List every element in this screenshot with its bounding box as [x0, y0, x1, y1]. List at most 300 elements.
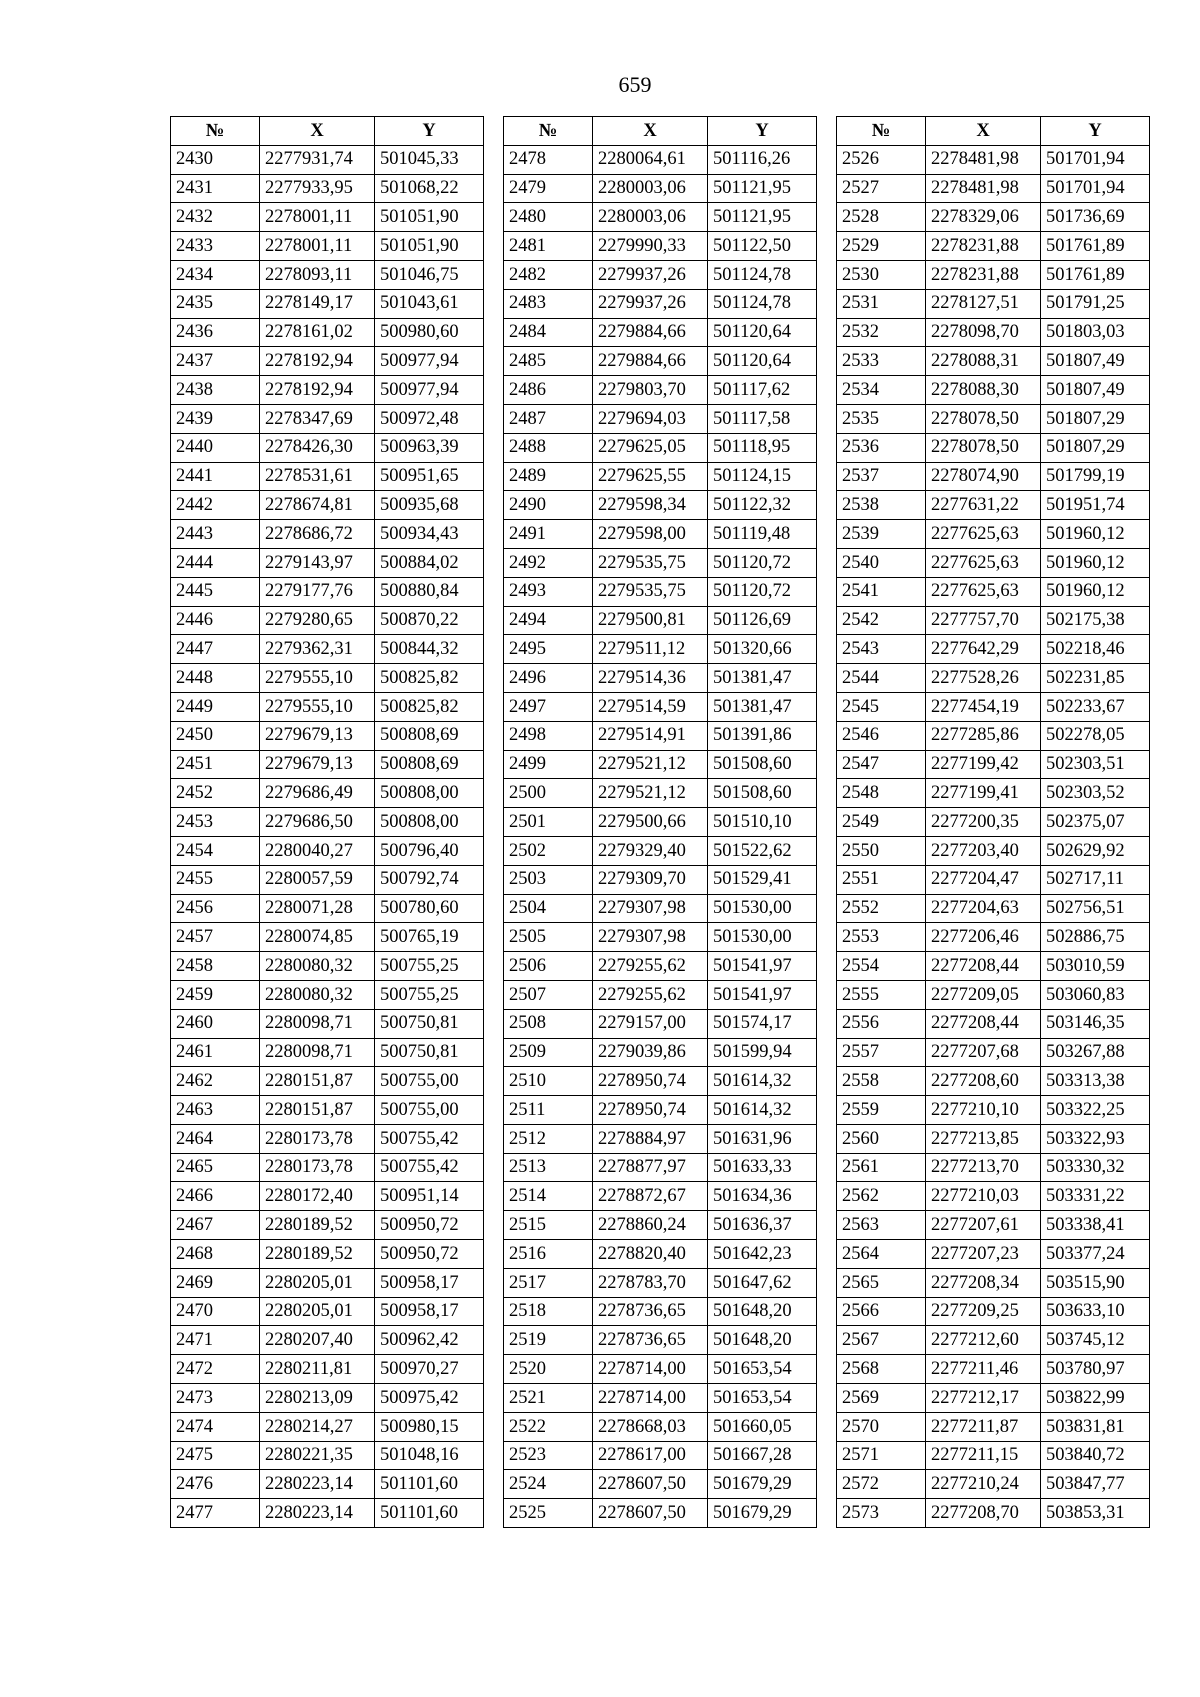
y-coordinate-cell: 503831,81 — [1041, 1412, 1150, 1441]
table-row — [504, 203, 817, 232]
x-coordinate-cell: 2277757,70 — [926, 606, 1041, 635]
y-coordinate-cell: 500825,82 — [375, 692, 484, 721]
y-coordinate-cell: 501807,49 — [1041, 376, 1150, 405]
y-coordinate-cell: 501508,60 — [708, 750, 817, 779]
y-coordinate-cell: 503146,35 — [1041, 1009, 1150, 1038]
point-number-cell: 2539 — [837, 520, 926, 549]
table-row — [837, 318, 1150, 347]
y-coordinate-cell: 501648,20 — [708, 1326, 817, 1355]
y-coordinate-cell: 501381,47 — [708, 664, 817, 693]
point-number-cell: 2450 — [171, 721, 260, 750]
table-row — [504, 1182, 817, 1211]
y-coordinate-cell: 501320,66 — [708, 635, 817, 664]
y-coordinate-cell: 501051,90 — [375, 232, 484, 261]
x-coordinate-cell: 2280173,78 — [260, 1153, 375, 1182]
point-number-cell: 2511 — [504, 1096, 593, 1125]
table-row — [837, 1326, 1150, 1355]
x-coordinate-cell: 2279937,26 — [593, 289, 708, 318]
y-coordinate-cell: 500755,00 — [375, 1067, 484, 1096]
y-coordinate-cell: 501120,72 — [708, 548, 817, 577]
y-coordinate-cell: 500755,25 — [375, 980, 484, 1009]
point-number-cell: 2544 — [837, 664, 926, 693]
x-coordinate-cell: 2277204,47 — [926, 865, 1041, 894]
x-coordinate-cell: 2278078,50 — [926, 433, 1041, 462]
y-coordinate-cell: 501116,26 — [708, 145, 817, 174]
x-coordinate-cell: 2277209,25 — [926, 1297, 1041, 1326]
x-coordinate-cell: 2279686,49 — [260, 779, 375, 808]
coordinates-table-3 — [836, 116, 1150, 1528]
x-coordinate-cell: 2278231,88 — [926, 260, 1041, 289]
table-row — [837, 1096, 1150, 1125]
table-row — [171, 203, 484, 232]
table-row — [171, 1297, 484, 1326]
table-row — [171, 404, 484, 433]
x-coordinate-cell: 2279884,66 — [593, 347, 708, 376]
x-coordinate-cell: 2278231,88 — [926, 232, 1041, 261]
table-row — [837, 577, 1150, 606]
table-row — [837, 1470, 1150, 1499]
y-coordinate-cell: 503633,10 — [1041, 1297, 1150, 1326]
x-coordinate-cell: 2280071,28 — [260, 894, 375, 923]
x-coordinate-cell: 2279686,50 — [260, 808, 375, 837]
x-coordinate-cell: 2278736,65 — [593, 1326, 708, 1355]
x-coordinate-cell: 2279307,98 — [593, 923, 708, 952]
x-coordinate-cell: 2277625,63 — [926, 577, 1041, 606]
table-row — [171, 1470, 484, 1499]
y-coordinate-cell: 503267,88 — [1041, 1038, 1150, 1067]
y-coordinate-cell: 501807,29 — [1041, 404, 1150, 433]
x-coordinate-cell: 2280003,06 — [593, 203, 708, 232]
y-coordinate-cell: 500934,43 — [375, 520, 484, 549]
x-coordinate-cell: 2279555,10 — [260, 664, 375, 693]
table-row — [171, 548, 484, 577]
point-number-cell: 2507 — [504, 980, 593, 1009]
point-number-cell: 2541 — [837, 577, 926, 606]
y-coordinate-cell: 501121,95 — [708, 203, 817, 232]
x-coordinate-cell: 2277208,44 — [926, 1009, 1041, 1038]
y-coordinate-cell: 501391,86 — [708, 721, 817, 750]
point-number-cell: 2566 — [837, 1297, 926, 1326]
x-coordinate-cell: 2278192,94 — [260, 376, 375, 405]
x-coordinate-cell: 2278149,17 — [260, 289, 375, 318]
point-number-cell: 2434 — [171, 260, 260, 289]
y-coordinate-cell: 501807,49 — [1041, 347, 1150, 376]
x-coordinate-cell: 2278607,50 — [593, 1470, 708, 1499]
x-coordinate-cell: 2279309,70 — [593, 865, 708, 894]
point-number-cell: 2560 — [837, 1124, 926, 1153]
y-coordinate-cell: 501807,29 — [1041, 433, 1150, 462]
point-number-cell: 2482 — [504, 260, 593, 289]
point-number-cell: 2500 — [504, 779, 593, 808]
point-number-cell: 2441 — [171, 462, 260, 491]
y-coordinate-cell: 501960,12 — [1041, 577, 1150, 606]
y-coordinate-cell: 501120,64 — [708, 347, 817, 376]
y-coordinate-cell: 503060,83 — [1041, 980, 1150, 1009]
y-coordinate-cell: 500950,72 — [375, 1240, 484, 1269]
table-row — [504, 433, 817, 462]
table-row — [837, 1412, 1150, 1441]
point-number-cell: 2473 — [171, 1384, 260, 1413]
y-coordinate-cell: 502303,52 — [1041, 779, 1150, 808]
table-row — [504, 1038, 817, 1067]
y-coordinate-cell: 501636,37 — [708, 1211, 817, 1240]
y-coordinate-cell: 501117,62 — [708, 376, 817, 405]
point-number-cell: 2555 — [837, 980, 926, 1009]
table-row — [504, 232, 817, 261]
table-row — [837, 865, 1150, 894]
y-coordinate-cell: 500755,42 — [375, 1124, 484, 1153]
x-coordinate-cell: 2278872,67 — [593, 1182, 708, 1211]
table-row — [837, 145, 1150, 174]
y-coordinate-cell: 500880,84 — [375, 577, 484, 606]
x-coordinate-cell: 2278884,97 — [593, 1124, 708, 1153]
point-number-cell: 2506 — [504, 952, 593, 981]
column-header-number: № — [504, 117, 593, 146]
y-coordinate-cell: 500808,00 — [375, 808, 484, 837]
point-number-cell: 2549 — [837, 808, 926, 837]
y-coordinate-cell: 503822,99 — [1041, 1384, 1150, 1413]
table-row — [171, 1412, 484, 1441]
x-coordinate-cell: 2277208,44 — [926, 952, 1041, 981]
x-coordinate-cell: 2277208,70 — [926, 1499, 1041, 1528]
x-coordinate-cell: 2278001,11 — [260, 203, 375, 232]
point-number-cell: 2502 — [504, 836, 593, 865]
y-coordinate-cell: 502756,51 — [1041, 894, 1150, 923]
table-row — [504, 750, 817, 779]
y-coordinate-cell: 501381,47 — [708, 692, 817, 721]
header-row — [504, 117, 817, 146]
x-coordinate-cell: 2277625,63 — [926, 520, 1041, 549]
y-coordinate-cell: 503377,24 — [1041, 1240, 1150, 1269]
x-coordinate-cell: 2279039,86 — [593, 1038, 708, 1067]
point-number-cell: 2534 — [837, 376, 926, 405]
y-coordinate-cell: 500977,94 — [375, 347, 484, 376]
x-coordinate-cell: 2278531,61 — [260, 462, 375, 491]
x-coordinate-cell: 2277204,63 — [926, 894, 1041, 923]
y-coordinate-cell: 503322,25 — [1041, 1096, 1150, 1125]
y-coordinate-cell: 500796,40 — [375, 836, 484, 865]
table-row — [171, 232, 484, 261]
y-coordinate-cell: 500808,69 — [375, 750, 484, 779]
point-number-cell: 2447 — [171, 635, 260, 664]
y-coordinate-cell: 501124,78 — [708, 289, 817, 318]
point-number-cell: 2526 — [837, 145, 926, 174]
y-coordinate-cell: 500844,32 — [375, 635, 484, 664]
y-coordinate-cell: 503010,59 — [1041, 952, 1150, 981]
y-coordinate-cell: 501791,25 — [1041, 289, 1150, 318]
x-coordinate-cell: 2277631,22 — [926, 491, 1041, 520]
table-row — [171, 1499, 484, 1528]
point-number-cell: 2491 — [504, 520, 593, 549]
point-number-cell: 2493 — [504, 577, 593, 606]
point-number-cell: 2492 — [504, 548, 593, 577]
y-coordinate-cell: 500958,17 — [375, 1268, 484, 1297]
x-coordinate-cell: 2277208,34 — [926, 1268, 1041, 1297]
y-coordinate-cell: 502175,38 — [1041, 606, 1150, 635]
point-number-cell: 2513 — [504, 1153, 593, 1182]
table-row — [171, 894, 484, 923]
point-number-cell: 2516 — [504, 1240, 593, 1269]
x-coordinate-cell: 2277203,40 — [926, 836, 1041, 865]
x-coordinate-cell: 2278617,00 — [593, 1441, 708, 1470]
point-number-cell: 2514 — [504, 1182, 593, 1211]
table-row — [171, 1441, 484, 1470]
table-row — [504, 347, 817, 376]
coordinates-table-2 — [503, 116, 817, 1528]
y-coordinate-cell: 500980,15 — [375, 1412, 484, 1441]
y-coordinate-cell: 501121,95 — [708, 174, 817, 203]
table-row — [837, 1297, 1150, 1326]
table-row — [837, 1499, 1150, 1528]
point-number-cell: 2443 — [171, 520, 260, 549]
table-row — [504, 664, 817, 693]
point-number-cell: 2495 — [504, 635, 593, 664]
y-coordinate-cell: 502303,51 — [1041, 750, 1150, 779]
y-coordinate-cell: 502218,46 — [1041, 635, 1150, 664]
y-coordinate-cell: 501614,32 — [708, 1067, 817, 1096]
table-row — [504, 1153, 817, 1182]
point-number-cell: 2552 — [837, 894, 926, 923]
table-row — [171, 1009, 484, 1038]
column-header-y: Y — [1041, 117, 1150, 146]
y-coordinate-cell: 501701,94 — [1041, 145, 1150, 174]
point-number-cell: 2523 — [504, 1441, 593, 1470]
point-number-cell: 2476 — [171, 1470, 260, 1499]
y-coordinate-cell: 501633,33 — [708, 1153, 817, 1182]
point-number-cell: 2570 — [837, 1412, 926, 1441]
point-number-cell: 2567 — [837, 1326, 926, 1355]
table-row — [504, 491, 817, 520]
table-row — [504, 1384, 817, 1413]
table-row — [837, 980, 1150, 1009]
x-coordinate-cell: 2279157,00 — [593, 1009, 708, 1038]
y-coordinate-cell: 501126,69 — [708, 606, 817, 635]
point-number-cell: 2437 — [171, 347, 260, 376]
y-coordinate-cell: 501679,29 — [708, 1470, 817, 1499]
x-coordinate-cell: 2279329,40 — [593, 836, 708, 865]
point-number-cell: 2445 — [171, 577, 260, 606]
x-coordinate-cell: 2280173,78 — [260, 1124, 375, 1153]
table-row — [837, 347, 1150, 376]
y-coordinate-cell: 500972,48 — [375, 404, 484, 433]
x-coordinate-cell: 2280205,01 — [260, 1268, 375, 1297]
x-coordinate-cell: 2280074,85 — [260, 923, 375, 952]
x-coordinate-cell: 2278877,97 — [593, 1153, 708, 1182]
point-number-cell: 2565 — [837, 1268, 926, 1297]
y-coordinate-cell: 503331,22 — [1041, 1182, 1150, 1211]
y-coordinate-cell: 501648,20 — [708, 1297, 817, 1326]
y-coordinate-cell: 500977,94 — [375, 376, 484, 405]
y-coordinate-cell: 501119,48 — [708, 520, 817, 549]
table-row — [504, 1499, 817, 1528]
y-coordinate-cell: 501043,61 — [375, 289, 484, 318]
y-coordinate-cell: 503780,97 — [1041, 1355, 1150, 1384]
point-number-cell: 2430 — [171, 145, 260, 174]
point-number-cell: 2561 — [837, 1153, 926, 1182]
table-row — [837, 1240, 1150, 1269]
table-row — [171, 980, 484, 1009]
y-coordinate-cell: 500935,68 — [375, 491, 484, 520]
table-row — [504, 1009, 817, 1038]
point-number-cell: 2503 — [504, 865, 593, 894]
table-row — [837, 289, 1150, 318]
y-coordinate-cell: 501647,62 — [708, 1268, 817, 1297]
x-coordinate-cell: 2278714,00 — [593, 1384, 708, 1413]
point-number-cell: 2494 — [504, 606, 593, 635]
y-coordinate-cell: 502886,75 — [1041, 923, 1150, 952]
x-coordinate-cell: 2277211,15 — [926, 1441, 1041, 1470]
table-row — [837, 1384, 1150, 1413]
table-row — [504, 404, 817, 433]
x-coordinate-cell: 2278783,70 — [593, 1268, 708, 1297]
point-number-cell: 2559 — [837, 1096, 926, 1125]
point-number-cell: 2537 — [837, 462, 926, 491]
table-row — [171, 1153, 484, 1182]
point-number-cell: 2569 — [837, 1384, 926, 1413]
x-coordinate-cell: 2279500,66 — [593, 808, 708, 837]
point-number-cell: 2568 — [837, 1355, 926, 1384]
table-row — [504, 462, 817, 491]
table-row — [504, 289, 817, 318]
point-number-cell: 2571 — [837, 1441, 926, 1470]
table-row — [837, 952, 1150, 981]
x-coordinate-cell: 2279937,26 — [593, 260, 708, 289]
table-row — [837, 923, 1150, 952]
y-coordinate-cell: 500755,42 — [375, 1153, 484, 1182]
table-row — [837, 174, 1150, 203]
point-number-cell: 2519 — [504, 1326, 593, 1355]
table-row — [504, 952, 817, 981]
point-number-cell: 2431 — [171, 174, 260, 203]
table-row — [837, 203, 1150, 232]
point-number-cell: 2529 — [837, 232, 926, 261]
x-coordinate-cell: 2280221,35 — [260, 1441, 375, 1470]
table-row — [504, 260, 817, 289]
table-row — [837, 721, 1150, 750]
point-number-cell: 2470 — [171, 1297, 260, 1326]
point-number-cell: 2548 — [837, 779, 926, 808]
x-coordinate-cell: 2277206,46 — [926, 923, 1041, 952]
column-header-x: X — [926, 117, 1041, 146]
column-header-number: № — [837, 117, 926, 146]
x-coordinate-cell: 2277211,87 — [926, 1412, 1041, 1441]
y-coordinate-cell: 501799,19 — [1041, 462, 1150, 491]
y-coordinate-cell: 500970,27 — [375, 1355, 484, 1384]
table-row — [504, 548, 817, 577]
table-row — [171, 1038, 484, 1067]
point-number-cell: 2496 — [504, 664, 593, 693]
y-coordinate-cell: 501653,54 — [708, 1355, 817, 1384]
table-row — [171, 779, 484, 808]
table-row — [837, 462, 1150, 491]
x-coordinate-cell: 2279143,97 — [260, 548, 375, 577]
point-number-cell: 2478 — [504, 145, 593, 174]
table-row — [171, 145, 484, 174]
x-coordinate-cell: 2277931,74 — [260, 145, 375, 174]
table-row — [171, 836, 484, 865]
x-coordinate-cell: 2278127,51 — [926, 289, 1041, 318]
x-coordinate-cell: 2277200,35 — [926, 808, 1041, 837]
table-row — [504, 692, 817, 721]
x-coordinate-cell: 2279521,12 — [593, 750, 708, 779]
x-coordinate-cell: 2280098,71 — [260, 1009, 375, 1038]
point-number-cell: 2453 — [171, 808, 260, 837]
point-number-cell: 2527 — [837, 174, 926, 203]
x-coordinate-cell: 2279598,00 — [593, 520, 708, 549]
x-coordinate-cell: 2280080,32 — [260, 952, 375, 981]
x-coordinate-cell: 2277208,60 — [926, 1067, 1041, 1096]
x-coordinate-cell: 2279679,13 — [260, 721, 375, 750]
point-number-cell: 2462 — [171, 1067, 260, 1096]
point-number-cell: 2540 — [837, 548, 926, 577]
y-coordinate-cell: 501761,89 — [1041, 232, 1150, 261]
point-number-cell: 2459 — [171, 980, 260, 1009]
x-coordinate-cell: 2278001,11 — [260, 232, 375, 261]
y-coordinate-cell: 501101,60 — [375, 1499, 484, 1528]
point-number-cell: 2484 — [504, 318, 593, 347]
y-coordinate-cell: 500980,60 — [375, 318, 484, 347]
table-row — [837, 664, 1150, 693]
table-row — [837, 1182, 1150, 1211]
point-number-cell: 2449 — [171, 692, 260, 721]
point-number-cell: 2498 — [504, 721, 593, 750]
point-number-cell: 2458 — [171, 952, 260, 981]
table-row — [504, 980, 817, 1009]
table-row — [171, 721, 484, 750]
x-coordinate-cell: 2277212,17 — [926, 1384, 1041, 1413]
y-coordinate-cell: 501122,50 — [708, 232, 817, 261]
table-row — [504, 520, 817, 549]
table-row — [837, 750, 1150, 779]
x-coordinate-cell: 2278481,98 — [926, 174, 1041, 203]
point-number-cell: 2479 — [504, 174, 593, 203]
x-coordinate-cell: 2278481,98 — [926, 145, 1041, 174]
x-coordinate-cell: 2277213,70 — [926, 1153, 1041, 1182]
table-row — [837, 1067, 1150, 1096]
table-row — [504, 376, 817, 405]
table-row — [504, 1211, 817, 1240]
y-coordinate-cell: 501529,41 — [708, 865, 817, 894]
y-coordinate-cell: 502231,85 — [1041, 664, 1150, 693]
table-row — [171, 606, 484, 635]
table-row — [504, 174, 817, 203]
x-coordinate-cell: 2279514,36 — [593, 664, 708, 693]
table-row — [837, 1009, 1150, 1038]
point-number-cell: 2468 — [171, 1240, 260, 1269]
point-number-cell: 2501 — [504, 808, 593, 837]
x-coordinate-cell: 2277454,19 — [926, 692, 1041, 721]
point-number-cell: 2557 — [837, 1038, 926, 1067]
y-coordinate-cell: 503313,38 — [1041, 1067, 1150, 1096]
table-row — [504, 1096, 817, 1125]
table-row — [837, 692, 1150, 721]
x-coordinate-cell: 2278674,81 — [260, 491, 375, 520]
table-row — [504, 923, 817, 952]
x-coordinate-cell: 2280211,81 — [260, 1355, 375, 1384]
point-number-cell: 2487 — [504, 404, 593, 433]
table-row — [837, 894, 1150, 923]
table-row — [504, 1268, 817, 1297]
table-row — [504, 1441, 817, 1470]
table-row — [171, 635, 484, 664]
point-number-cell: 2512 — [504, 1124, 593, 1153]
x-coordinate-cell: 2279521,12 — [593, 779, 708, 808]
x-coordinate-cell: 2279625,55 — [593, 462, 708, 491]
table-row — [504, 721, 817, 750]
x-coordinate-cell: 2279255,62 — [593, 980, 708, 1009]
table-row — [837, 433, 1150, 462]
y-coordinate-cell: 501051,90 — [375, 203, 484, 232]
